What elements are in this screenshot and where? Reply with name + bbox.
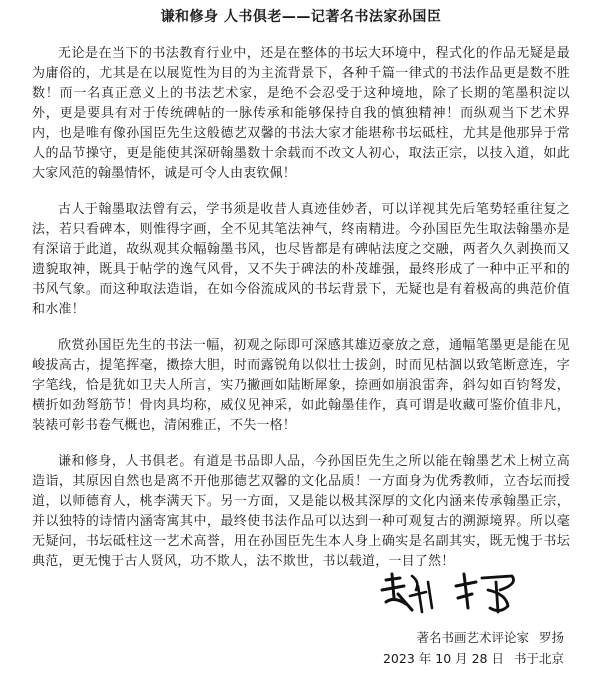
article-title: 谦和修身 人书俱老——记著名书法家孙国臣 [160,9,442,25]
handwritten-signature [372,568,552,616]
date-text: 2023 年 10 月 28 日 [382,651,504,666]
signature-icon [372,568,552,616]
place-text: 书于北京 [513,651,564,666]
date-line [383,651,564,667]
author-name: 罗扬 [538,630,564,645]
author-title: 著名书画艺术评论家 [416,630,529,645]
author-line [416,630,564,646]
paragraph-2: 古人于翰墨取法曾有云，学书须是收昔人真迹佳妙者，可以详视其先后笔势轻重往复之法，若只看碑本，则惟得字画，全不见其笔法神气，终南精进。今孙国臣先生取法翰墨亦是有深谙于此道，故纵观其众幅翰墨书风，也尽皆都是有碑帖法度之交融，两者久久剥换而又遗貌取神，既具于帖学的逸气风骨，又不失于碑法的朴茂雄强，最终形成了一种中正平和的书风气象。而这种取法造诣，在如今俗流成风的书坛背景下，无疑也是有着极高的典范价值和水准！ [32,202,570,317]
paragraph-3: 欣赏孙国臣先生的书法一幅，初观之际即可深感其雄迈豪放之意，通幅笔墨更是能在见峻拔高古，提笔挥毫，擞捺大胆，时而露锐角以似壮士拔剑，时而见枯涸以致笔断意连，字字笔线，恰是犹如卫夫人所言，实乃撇画如陆断犀象，捺画如崩浪雷奔，斜勾如百钧弩发，横折如劲弩筋节！骨肉具均称，威仪见神采，如此翰墨佳作，真可谓是收藏可鉴价值非凡，装裱可彰书卷气概也，清闲雅正，不失一格！ [32,338,570,433]
paragraph-1: 无论是在当下的书法教育行业中，还是在整体的书坛大环境中，程式化的作品无疑是最为庸俗的，尤其是在以展览性为目的为主流背景下，各种千篇一律式的书法作品更是数不胜数！而一名真正意义上的书法艺术家，是绝不会忍受于这种境地，除了长期的笔墨积淀以外，更是要具有对于传统碑帖的一脉传承和能够保持自我的慎独精神！而纵观当下艺术界内，也是唯有像孙国臣先生这般德艺双馨的书法大家才能堪称书坛砥柱，尤其是他那异于常人的品节操守，更是能使其深研翰墨数十余载而不改文人初心，取法正宗，以技入道，如此大家风范的翰墨情怀，诚是可令人由衷钦佩！ [32,46,570,181]
paragraph-4: 谦和修身，人书俱老。有道是书品即人品，今孙国臣先生之所以能在翰墨艺术上树立高造诣，其原因自然也是离不开他那德艺双馨的文化品质！一方面身为优秀教师，立杏坛而授道，以师德育人，桃李满天下。另一方面，又是能以极其深厚的文化内涵来传承翰墨正宗，并以独特的诗情内涵寄寓其中，最终使书法作品可以达到一种可观复古的溯源境界。所以毫无疑问，书坛砥柱这一艺术高誉，用在孙国臣先生本人身上确实是名副其实，既无愧于书坛典范，更无愧于古人贤风，功不欺人，法不欺世，书以载道，一目了然！ [32,454,570,569]
